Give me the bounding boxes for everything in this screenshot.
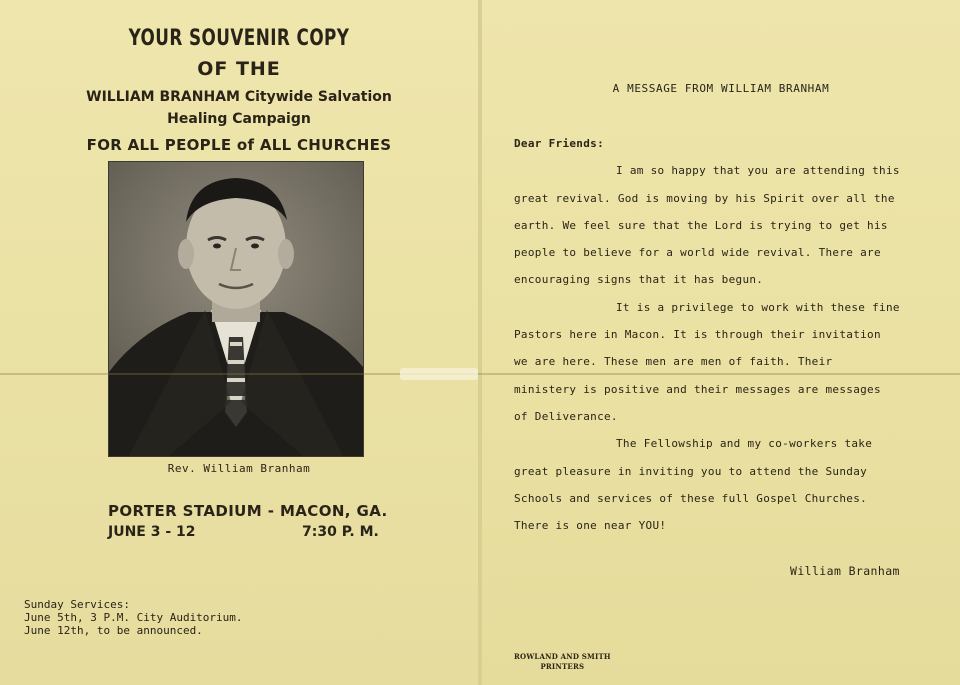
souvenir-subtitle: OF THE: [197, 58, 281, 80]
letter-line: great revival. God is moving by his Spirit over all the: [514, 191, 895, 205]
event-time: 7:30 P. M.: [302, 524, 379, 540]
paper-fold-crease: [0, 373, 960, 375]
letter-line: of Deliverance.: [514, 409, 618, 423]
letter-body: [514, 134, 944, 543]
printer-name: ROWLAND AND SMITH: [514, 652, 611, 661]
sunday-services-line: June 5th, 3 P.M. City Auditorium.: [24, 611, 243, 624]
paper-tear-mark: [400, 368, 478, 380]
letter-line: we are here. These men are men of faith. Their: [514, 355, 833, 369]
letter-line: It is a privilege to work with these fine: [616, 300, 900, 314]
letter-line: ministery is positive and their messages are messages: [514, 382, 881, 396]
printer-credit: [514, 652, 611, 672]
letter-line: I am so happy that you are attending this: [616, 164, 900, 178]
sunday-services-heading: Sunday Services:: [24, 598, 130, 611]
churches-tagline: FOR ALL PEOPLE of ALL CHURCHES: [86, 136, 392, 154]
souvenir-title: YOUR SOUVENIR COPY: [128, 26, 350, 51]
letter-line: There is one near YOU!: [514, 519, 667, 533]
campaign-subtitle: Healing Campaign: [167, 111, 311, 127]
letter-line: The Fellowship and my co-workers take: [616, 437, 873, 451]
event-dates: JUNE 3 - 12: [108, 524, 196, 540]
left-page: [0, 0, 478, 685]
letter-salutation: Dear Friends:: [514, 137, 604, 150]
message-title: A MESSAGE FROM WILLIAM BRANHAM: [612, 82, 830, 95]
letter-line: people to believe for a world wide revival. There are: [514, 246, 881, 260]
printer-label: PRINTERS: [540, 662, 585, 671]
sunday-services-block: [24, 598, 243, 637]
letter-line: great pleasure in inviting you to attend the Sunday: [514, 464, 868, 478]
letter-line: encouraging signs that it has begun.: [514, 273, 764, 287]
right-page: [482, 0, 960, 685]
campaign-title: WILLIAM BRANHAM Citywide Salvation: [86, 89, 392, 105]
letter-line: earth. We feel sure that the Lord is trying to get his: [514, 218, 888, 232]
letter-signature: William Branham: [790, 564, 900, 578]
letter-line: Schools and services of these full Gospel Churches.: [514, 491, 868, 505]
portrait-illustration: [109, 162, 363, 456]
sunday-services-line: June 12th, to be announced.: [24, 624, 203, 637]
portrait-photo: [108, 161, 364, 457]
photo-caption: Rev. William Branham: [167, 462, 311, 475]
venue-location: PORTER STADIUM - MACON, GA.: [108, 502, 388, 520]
letter-line: Pastors here in Macon. It is through their invitation: [514, 328, 881, 342]
